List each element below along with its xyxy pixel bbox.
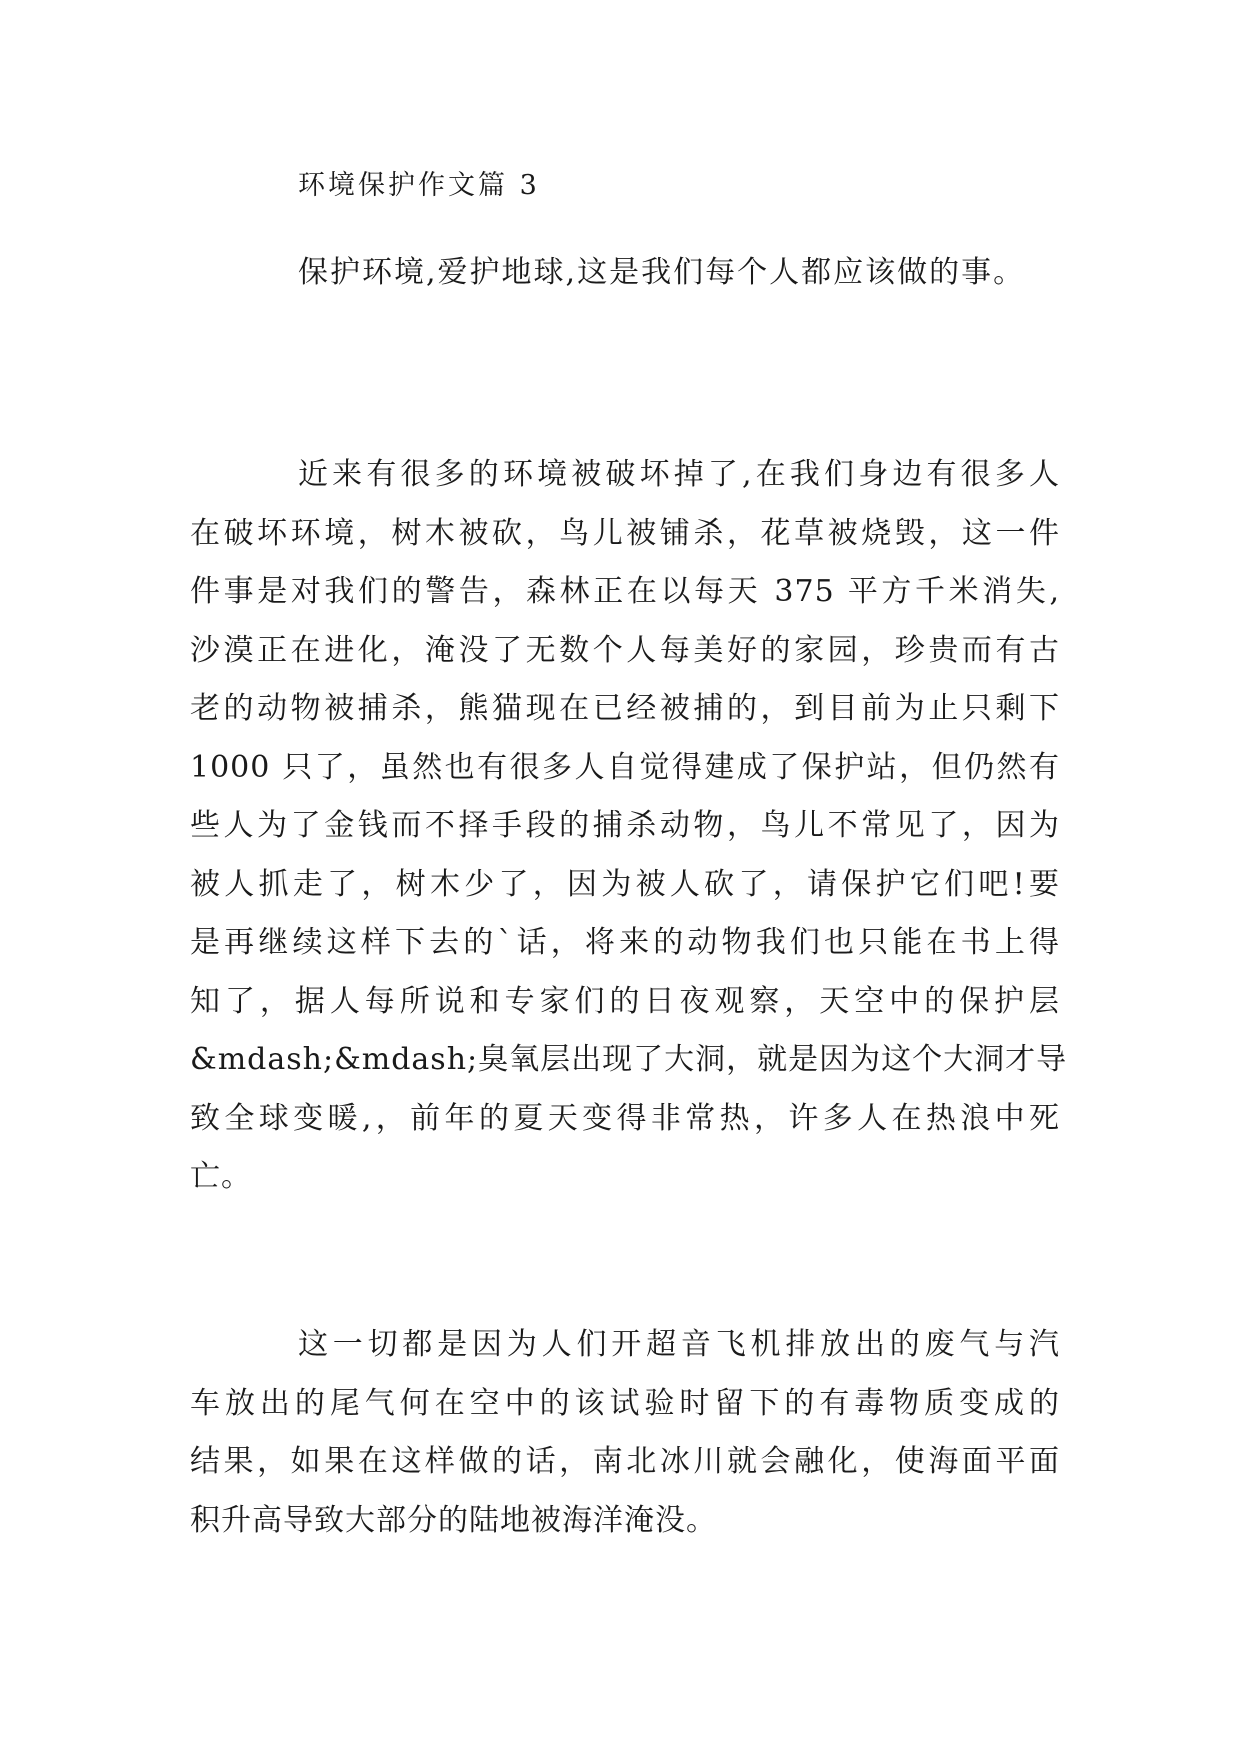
paragraph-line: 件事是对我们的警告，森林正在以每天 375 平方千米消失,	[190, 574, 1060, 609]
paragraph-line: 结果，如果在这样做的话，南北冰川就会融化，使海面平面	[190, 1444, 1060, 1479]
paragraph-environment-damage	[190, 446, 1068, 1207]
paragraph-line: 在破坏环境，树木被砍，鸟儿被铺杀，花草被烧毁，这一件	[190, 515, 1060, 551]
paragraph-line: 这一切都是因为人们开超音飞机排放出的废气与汽	[298, 1327, 1060, 1362]
paragraph-line: 1000 只了，虽然也有很多人自觉得建成了保护站，但仍然有	[190, 749, 1060, 785]
paragraph-line: &mdash;&mdash;臭氧层出现了大洞，就是因为这个大洞才导	[190, 1042, 1068, 1077]
paragraph-line: 亡。	[190, 1159, 252, 1194]
paragraph-line: 积升高导致大部分的陆地被海洋淹没。	[190, 1502, 717, 1538]
paragraph-line: 被人抓走了，树木少了，因为被人砍了，请保护它们吧!要	[190, 866, 1060, 902]
paragraph-line: 近来有很多的环境被破坏掉了,在我们身边有很多人	[298, 457, 1060, 492]
intro-sentence: 保护环境,爱护地球,这是我们每个人都应该做的事。	[298, 255, 1026, 290]
paragraph-line: 些人为了金钱而不择手段的捕杀动物，鸟儿不常见了，因为	[190, 808, 1060, 843]
paragraph-line: 致全球变暖,，前年的夏天变得非常热，许多人在热浪中死	[190, 1100, 1060, 1136]
paragraph-line: 车放出的尾气何在空中的该试验时留下的有毒物质变成的	[190, 1385, 1060, 1421]
essay-heading: 环境保护作文篇 3	[298, 170, 540, 201]
paragraph-line: 老的动物被捕杀，熊猫现在已经被捕的，到目前为止只剩下	[190, 691, 1060, 726]
paragraph-causes	[190, 1316, 1060, 1550]
paragraph-line: 是再继续这样下去的`话，将来的动物我们也只能在书上得	[190, 925, 1060, 960]
paragraph-line: 知了，据人每所说和专家们的日夜观察，天空中的保护层	[190, 983, 1060, 1019]
paragraph-line: 沙漠正在进化，淹没了无数个人每美好的家园，珍贵而有古	[190, 632, 1060, 668]
